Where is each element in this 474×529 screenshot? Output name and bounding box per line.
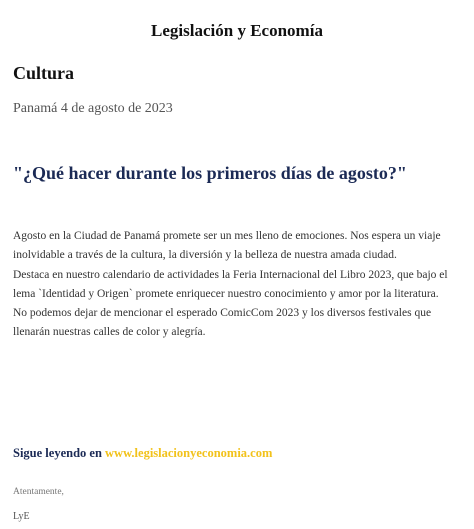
dateline: Panamá 4 de agosto de 2023 [13, 101, 173, 116]
site-title: Legislación y Economía [151, 21, 323, 40]
signature: LyE [13, 511, 30, 522]
website-link[interactable]: www.legislacionyeconomia.com [105, 446, 273, 460]
article-body [13, 227, 465, 343]
continue-reading-label: Sigue leyendo en [13, 446, 106, 460]
signoff: Atentamente, [13, 487, 64, 497]
continue-reading [13, 445, 272, 461]
article-paragraph-3: No podemos dejar de mencionar el esperado ComicCom 2023 y los diversos festivales que llenarán nuestras calles de color y alegría. [13, 307, 432, 339]
section-heading: Cultura [13, 63, 75, 83]
article-paragraph-1: Agosto en la Ciudad de Panamá promete ser un mes lleno de emociones. Nos espera un viaje inolvidable a través de la cultura, la diversión y la belleza de nuestra amada ciudad. [13, 230, 441, 262]
article-headline: "¿Qué hacer durante los primeros días de agosto?" [13, 163, 407, 183]
article-paragraph-2: Destaca en nuestro calendario de actividades la Feria Internacional del Libro 2023, que bajo el lema `Identidad y Origen` promete enriquecer nuestro conocimiento y amor por la literatura. [13, 268, 448, 300]
